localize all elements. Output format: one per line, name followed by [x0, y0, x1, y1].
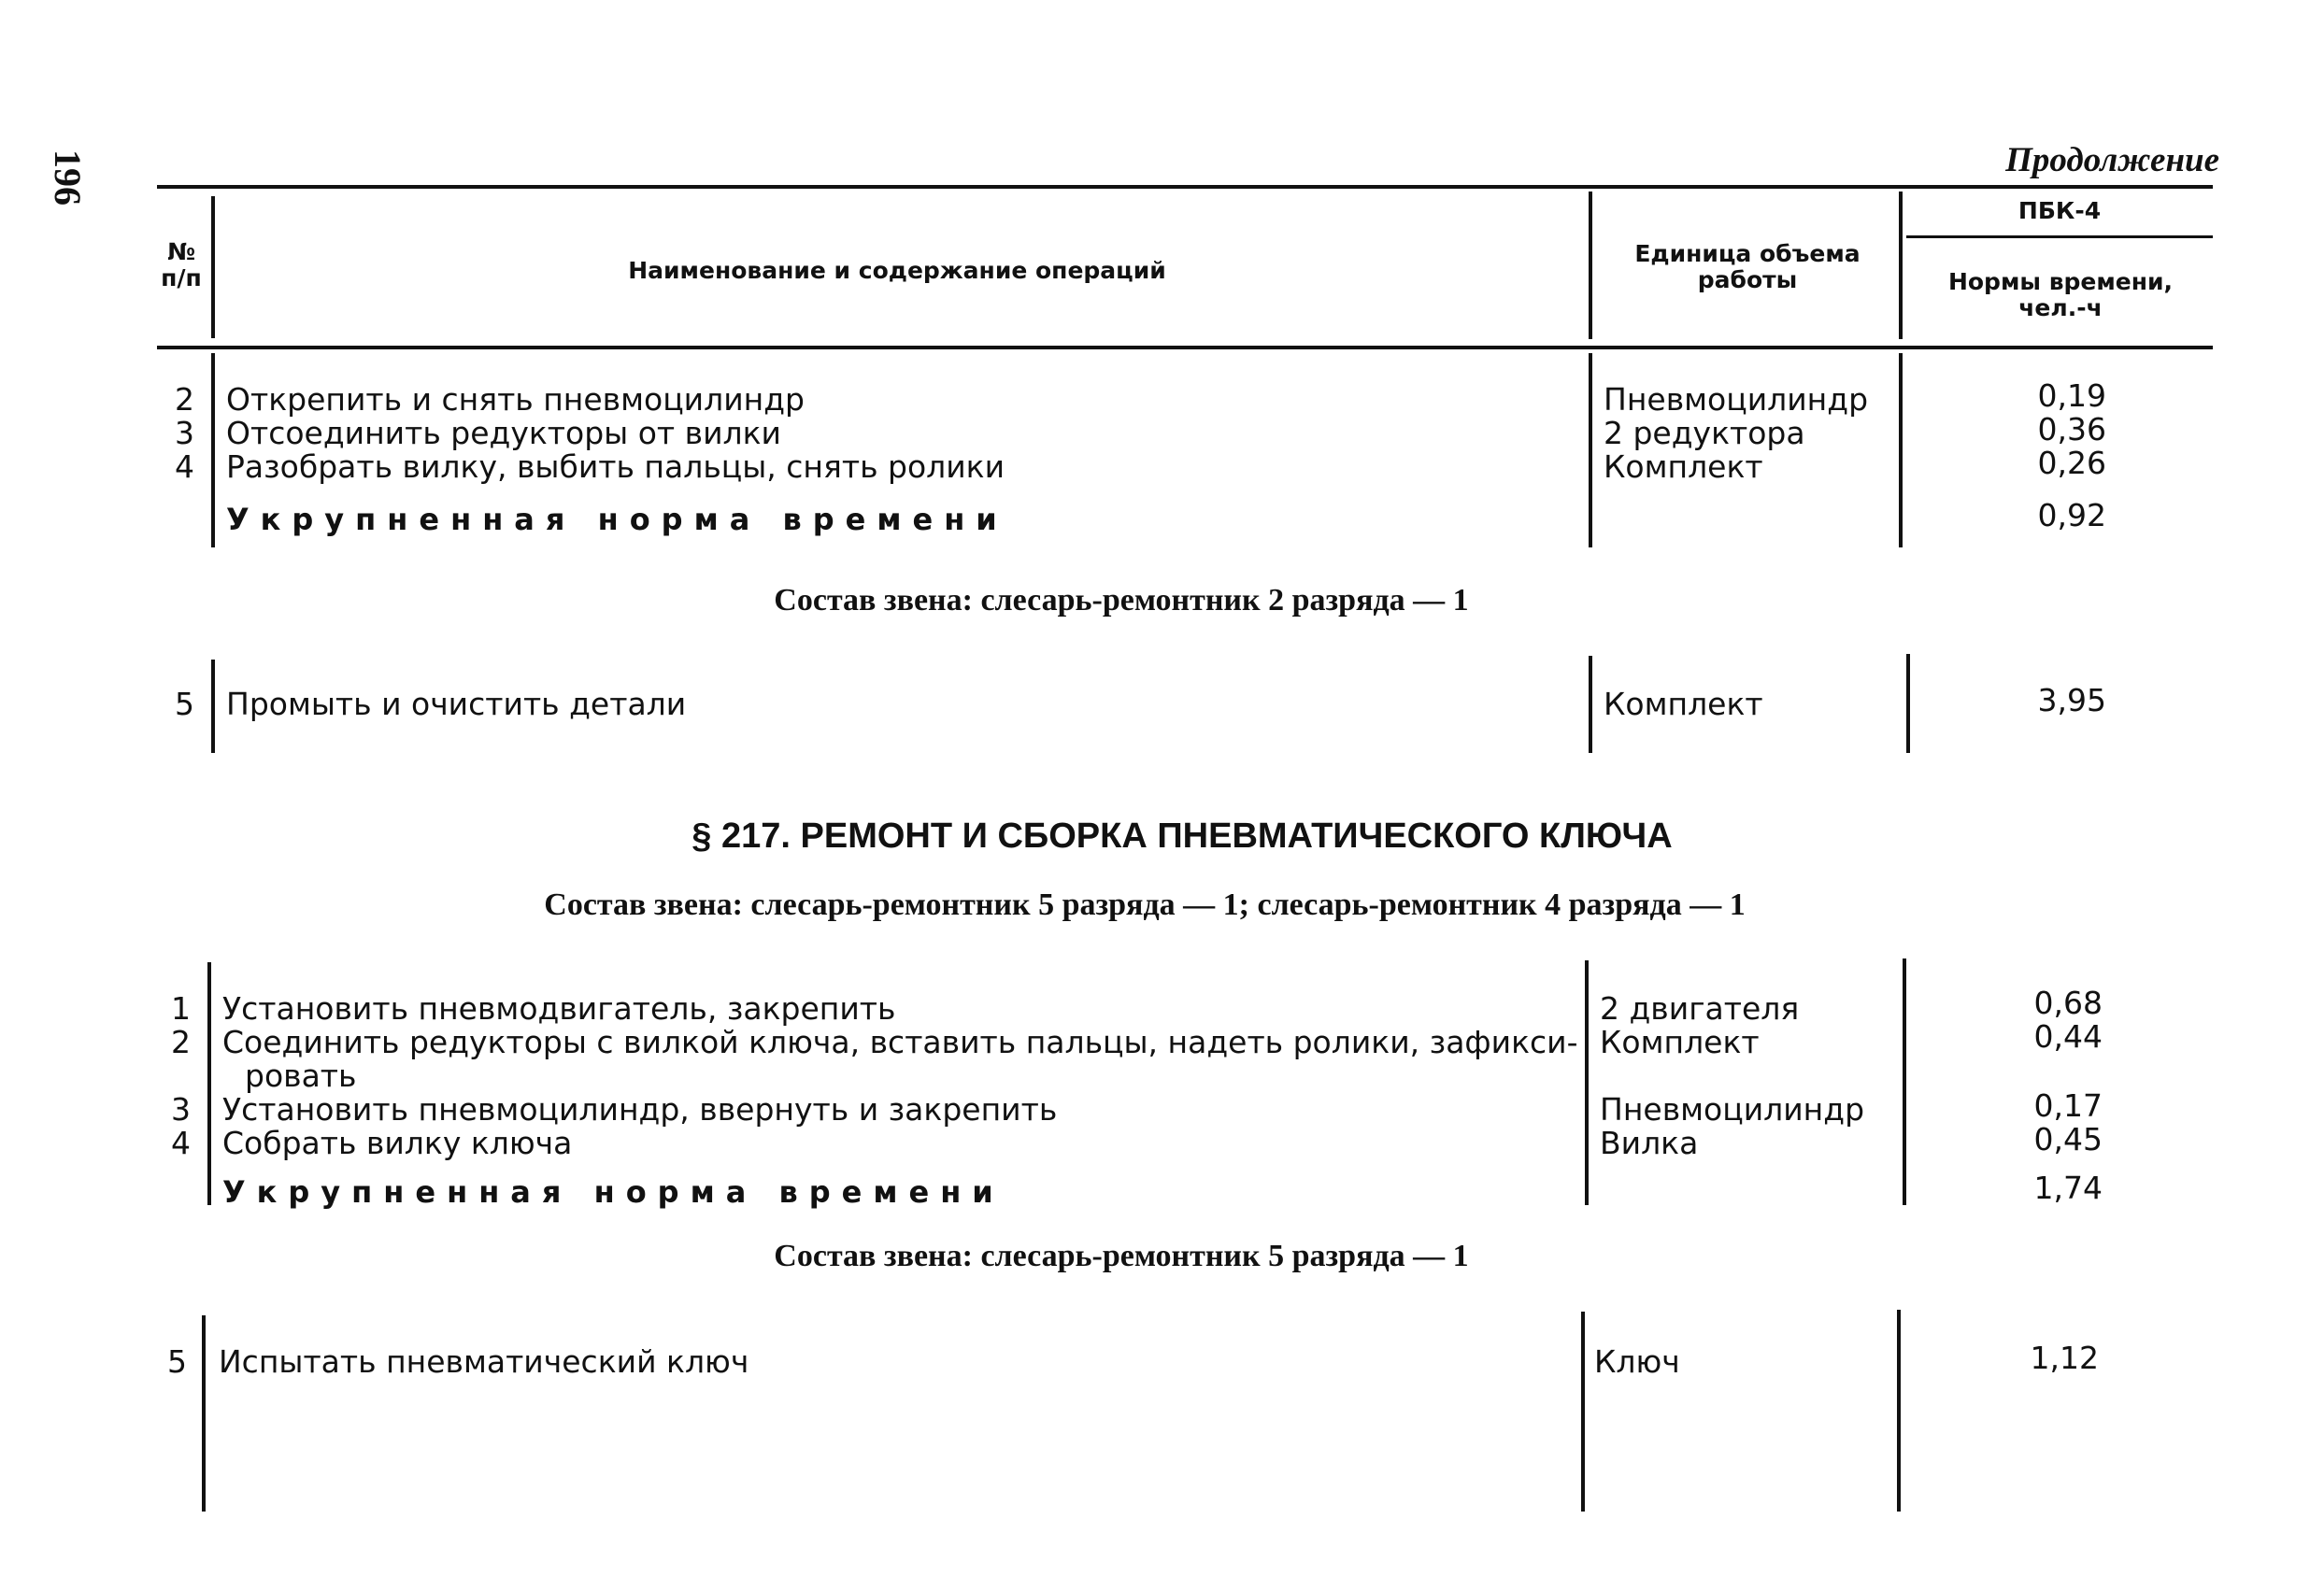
- crew-composition: Состав звена: слесарь-ремонтник 2 разряда — 1: [774, 583, 1469, 618]
- header-col-name: Наименование и содержание операций: [628, 257, 1166, 284]
- crew-composition: Состав звена: слесарь-ремонтник 5 разряда — 1; слесарь-ремонтник 4 разряда — 1: [544, 887, 1746, 922]
- operation-unit: Пневмоцилиндр: [1600, 1091, 1865, 1128]
- total-value: 1,74: [2033, 1170, 2103, 1206]
- time-norm: 0,36: [2037, 411, 2106, 447]
- operation-name: Установить пневмодвигатель, закрепить: [222, 990, 896, 1027]
- row-number: 1: [171, 990, 191, 1027]
- block1-vline-3: [1899, 353, 1903, 547]
- time-norm: 0,17: [2033, 1087, 2103, 1124]
- header-col-group: ПБК-4: [2017, 197, 2102, 224]
- operation-unit: Пневмоцилиндр: [1604, 381, 1869, 418]
- section-title: § 217. РЕМОНТ И СБОРКА ПНЕВМАТИЧЕСКОГО КЛЮЧА: [691, 816, 1673, 856]
- continuation-label: Продолжение: [2005, 141, 2219, 179]
- operation-unit: Ключ: [1594, 1343, 1680, 1380]
- block4-vline-2: [1581, 1312, 1585, 1512]
- operation-name: Отсоединить редукторы от вилки: [226, 415, 781, 451]
- group-rule: [1906, 235, 2213, 238]
- header-col-num: № п/п: [161, 238, 202, 291]
- total-label: Укрупненная норма времени: [226, 502, 1008, 537]
- time-norm: 0,19: [2037, 377, 2106, 414]
- operation-name: Разобрать вилку, выбить пальцы, снять ролики: [226, 448, 1005, 485]
- block3-vline-3: [1903, 958, 1906, 1205]
- header-col-unit: Единица объема работы: [1634, 240, 1861, 293]
- time-norm: 3,95: [2037, 682, 2106, 718]
- operation-name: Промыть и очистить детали: [226, 686, 687, 722]
- time-norm: 0,68: [2033, 985, 2103, 1021]
- operation-name: Соединить редукторы с вилкой ключа, вставить пальцы, надеть ролики, зафикси-: [222, 1024, 1578, 1060]
- operation-unit: Вилка: [1600, 1125, 1699, 1161]
- header-top-rule: [157, 185, 2213, 189]
- header-vline-1: [211, 196, 215, 338]
- row-number: 5: [175, 686, 194, 722]
- row-number: 5: [167, 1343, 187, 1380]
- header-vline-2: [1589, 192, 1592, 339]
- operation-name: Установить пневмоцилиндр, ввернуть и закрепить: [222, 1091, 1058, 1128]
- row-number: 3: [171, 1091, 191, 1128]
- block4-vline-1: [202, 1315, 206, 1512]
- time-norm: 1,12: [2030, 1340, 2099, 1376]
- block2-vline-2: [1589, 656, 1592, 753]
- block1-vline-2: [1589, 353, 1592, 547]
- operation-unit: Комплект: [1604, 448, 1763, 485]
- row-number: 2: [175, 381, 194, 418]
- time-norm: 0,44: [2033, 1018, 2103, 1055]
- operation-unit: 2 двигателя: [1600, 990, 1800, 1027]
- block3-vline-2: [1585, 960, 1589, 1205]
- time-norm: 0,26: [2037, 445, 2106, 481]
- operation-unit: 2 редуктора: [1604, 415, 1805, 451]
- operation-name: Испытать пневматический ключ: [219, 1343, 749, 1380]
- time-norm: 0,45: [2033, 1121, 2103, 1157]
- operation-unit: Комплект: [1600, 1024, 1760, 1060]
- header-vline-3: [1899, 192, 1903, 339]
- operation-unit: Комплект: [1604, 686, 1763, 722]
- header-bottom-rule: [157, 346, 2213, 349]
- block4-vline-3: [1897, 1310, 1901, 1512]
- total-label: Укрупненная норма времени: [222, 1174, 1005, 1210]
- page-number: 196: [47, 149, 89, 206]
- header-col-norm: Нормы времени, чел.-ч: [1947, 268, 2174, 321]
- operation-name: Открепить и снять пневмоцилиндр: [226, 381, 806, 418]
- operation-name-continuation: ровать: [245, 1058, 357, 1094]
- row-number: 3: [175, 415, 194, 451]
- total-value: 0,92: [2037, 497, 2106, 533]
- row-number: 2: [171, 1024, 191, 1060]
- block2-vline-1: [211, 660, 215, 753]
- row-number: 4: [171, 1125, 191, 1161]
- operation-name: Собрать вилку ключа: [222, 1125, 573, 1161]
- crew-composition: Состав звена: слесарь-ремонтник 5 разряда — 1: [774, 1239, 1469, 1273]
- row-number: 4: [175, 448, 194, 485]
- block2-vline-3: [1906, 654, 1910, 753]
- block3-vline-1: [207, 962, 211, 1205]
- block1-vline-1: [211, 353, 215, 547]
